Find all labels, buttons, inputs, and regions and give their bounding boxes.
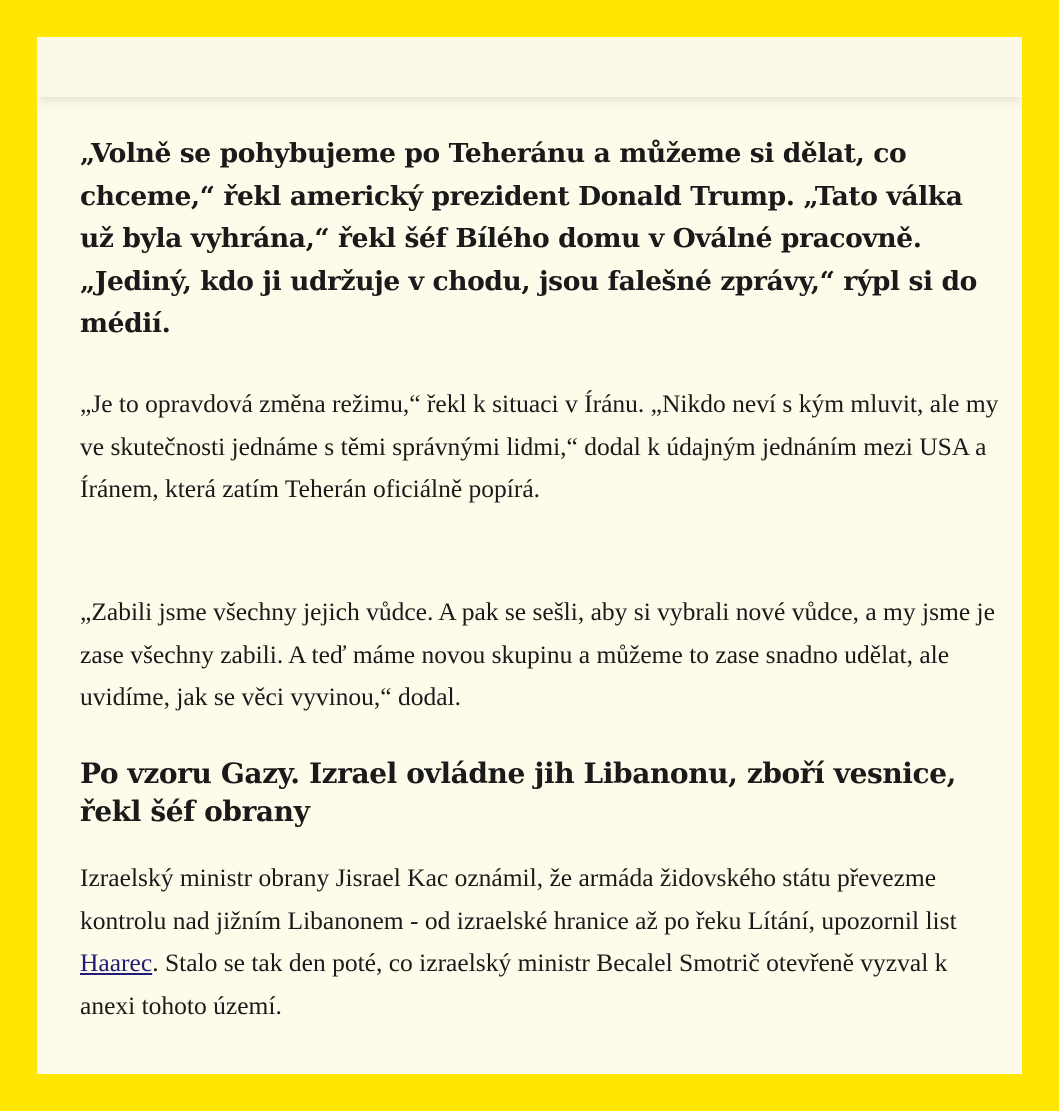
article-lead-paragraph: „Volně se pohybujeme po Teheránu a můžeme si dělat, co chceme,“ řekl americký prezident Donald Trump. „Tato válka už byla vyhrána,“ řekl šéf Bílého domu v Oválné pracovně. „Jediný, kdo ji udržuje v chodu, jsou falešné zprávy,“ rýpl si do médií. [80,138,977,339]
article-paragraph-quote-leaders: „Zabili jsme všechny jejich vůdce. A pak se sešli, aby si vybrali nové vůdce, a my jsme je zase všechny zabili. A teď máme novou skupinu a můžeme to zase snadno udělat, ale uvidíme, jak se věci vyvinou,“ dodal. [80,597,995,711]
paragraph-text-start: Izraelský ministr obrany Jisrael Kac oznámil, že armáda židovského státu převezme kontrolu nad jižním Libanonem - od izraelské hranice až po řeku Lítání, upozornil list [80,863,957,935]
article-paragraph-quote-regime: „Je to opravdová změna režimu,“ řekl k situaci v Íránu. „Nikdo neví s kým mluvit, ale my ve skutečnosti jednáme s těmi správnými lidmi,“ dodal k údajným jednáním mezi USA a Íránem, která zatím Teherán oficiálně popírá. [80,389,999,503]
paragraph-text-end: . Stalo se tak den poté, co izraelský ministr Becalel Smotrič otevřeně vyzval k anexi tohoto území. [80,948,948,1020]
haarec-link[interactable]: Haarec [80,948,153,977]
section-heading: Po vzoru Gazy. Izrael ovládne jih Libanonu, zboří vesnice, řekl šéf obrany [80,757,956,828]
sticky-header-bar [37,37,1022,97]
article-page [37,37,1022,1074]
article-paragraph-israel-lebanon [80,857,1000,1027]
